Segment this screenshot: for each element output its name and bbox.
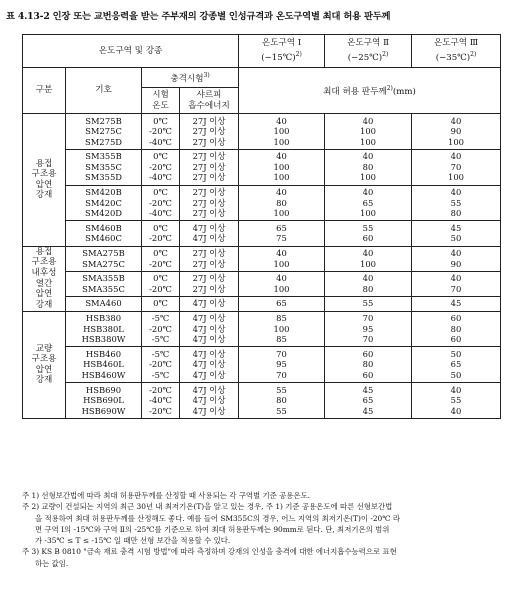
thickness-table: [22, 34, 501, 419]
zone-1-value: 95: [276, 359, 287, 370]
table-row: [23, 185, 501, 221]
zone-2-value: 40: [362, 273, 374, 284]
footnote-line: 주 1) 선형보간법에 따라 최대 허용판두께를 산정할 때 사용되는 각 구역별 기준 공용온도.: [22, 491, 311, 500]
test-temp-value: -20℃: [149, 161, 172, 172]
symbol-value: SM275D: [84, 136, 122, 147]
test-temp-value: 0℃: [153, 298, 168, 309]
test-temp-cell: [142, 114, 180, 150]
zone-1-value: 65: [276, 298, 287, 309]
test-temp-value: 0℃: [153, 151, 168, 162]
zone-2-value: 40: [362, 151, 374, 162]
energy-value: 27J 이상: [192, 283, 226, 294]
symbol-cell: [66, 185, 142, 221]
energy-cell: [180, 246, 239, 271]
table-row: [23, 383, 501, 419]
zone-1-cell: [239, 311, 325, 347]
zone-3-cell: [412, 347, 501, 383]
energy-value: 47J 이상: [192, 233, 226, 244]
zone-1-value: 80: [276, 197, 287, 208]
group-label-line: 강재: [35, 299, 53, 310]
energy-value: 47J 이상: [192, 405, 226, 416]
zone-1-name: 온도구역 Ⅰ: [261, 38, 302, 49]
test-temp-value: -20℃: [149, 359, 172, 370]
impact-test-sup: 3): [203, 72, 210, 80]
energy-value: 27J 이상: [192, 115, 226, 126]
group-label-line: 구조용: [31, 257, 57, 268]
zone-1-value: 75: [276, 233, 287, 244]
zone-2-value: 95: [362, 323, 374, 334]
zone-1-value: 65: [276, 222, 287, 233]
test-temp-value: -40℃: [149, 136, 172, 147]
symbol-value: SM420B: [85, 187, 122, 198]
zone-3-value: 45: [450, 298, 462, 309]
footnote-line: 하는 값임.: [35, 558, 69, 568]
energy-value: 47J 이상: [192, 370, 226, 381]
energy-value: 47J 이상: [192, 348, 226, 359]
zone-1-value: 40: [276, 248, 287, 259]
energy-value: 27J 이상: [192, 248, 226, 259]
group-label-line: 용접: [35, 158, 53, 169]
zone-2-value: 80: [362, 161, 374, 172]
test-temp-value: -20℃: [149, 126, 172, 137]
impact-test-label: 충격시험: [170, 73, 204, 84]
zone-1-sup: 2): [295, 51, 302, 59]
energy-header: [180, 88, 239, 114]
test-temp-value: -20℃: [149, 283, 172, 294]
zone-1-value: 70: [276, 370, 287, 381]
header-row-zones: [23, 35, 501, 68]
group-label-line: 열간: [35, 278, 53, 289]
zone-1-value: 70: [276, 348, 287, 359]
test-temp-value: 0℃: [153, 273, 168, 284]
zone-2-value: 40: [362, 248, 374, 259]
footnote-line: 을 적용하여 최대 허용판두께를 산정해도 좋다. 예를 들어 SM355C의 경우, 어느 지역의 최저기온(T)이 -20℃ 라: [35, 513, 401, 523]
symbol-cell: [66, 296, 142, 311]
symbol-cell: [66, 383, 142, 419]
symbol-cell: [66, 311, 142, 347]
symbol-value: SMA275B: [82, 248, 125, 259]
zone-1-cell: [239, 149, 325, 185]
energy-label-1: 샤르피: [196, 89, 222, 100]
test-temp-value: -40℃: [149, 395, 172, 406]
test-temp-value: -40℃: [149, 172, 172, 183]
zone-1-temp: (−15℃): [261, 52, 296, 63]
zone-2-cell: [325, 311, 412, 347]
test-temp-value: -20℃: [149, 258, 172, 269]
zone-2-cell: [325, 383, 412, 419]
test-temp-cell: [142, 296, 180, 311]
symbol-header: 기호: [66, 68, 142, 114]
energy-value: 47J 이상: [192, 384, 226, 395]
test-temp-cell: [142, 383, 180, 419]
table-row: [23, 221, 501, 246]
zone-2-value: 100: [360, 172, 377, 183]
zone-2-value: 100: [360, 136, 377, 147]
zone-3-value: 70: [450, 283, 462, 294]
zone-3-name: 온도구역 Ⅲ: [433, 38, 479, 49]
zone-1-value: 100: [273, 258, 290, 269]
energy-value: 47J 이상: [192, 298, 226, 309]
test-temp-value: -5℃: [151, 313, 170, 324]
zone-2-cell: [325, 271, 412, 296]
zone-3-value: 40: [450, 115, 462, 126]
symbol-value: HSB460W: [81, 370, 126, 381]
zone-2-cell: [325, 185, 412, 221]
zone-3-cell: [412, 114, 501, 150]
zone-2-cell: [325, 246, 412, 271]
zone-1-cell: [239, 246, 325, 271]
zone-2-value: 80: [362, 359, 374, 370]
zone-2-value: 45: [362, 384, 374, 395]
test-temp-cell: [142, 271, 180, 296]
test-temp-cell: [142, 311, 180, 347]
footnote-line: 주 2) 교량이 건설되는 지역의 최근 30년 내 최저기온(T)을 알고 있는 경우, 주 1) 기준 공용온도에 따른 선형보간법: [22, 502, 393, 512]
symbol-value: HSB460L: [83, 359, 124, 370]
footnote-line: 면 구역 Ⅰ의 -15℃와 구역 Ⅱ의 -25℃를 기준으로 하여 최대 허용판두께는 90mm로 된다. 단, 최저기온의 범위: [35, 524, 390, 534]
test-temp-value: -5℃: [151, 334, 170, 345]
symbol-value: HSB690: [85, 384, 122, 395]
energy-value: 27J 이상: [192, 151, 226, 162]
zone-3-sup: 2): [470, 51, 477, 59]
zone-2-value: 100: [360, 258, 377, 269]
zone-3-value: 60: [450, 334, 462, 345]
group-label-line: 구조용: [31, 354, 57, 365]
zone-2-value: 80: [362, 283, 374, 294]
energy-value: 27J 이상: [192, 136, 226, 147]
zone-1-value: 100: [273, 283, 290, 294]
zone-species-header: 온도구역 및 강종: [23, 35, 239, 68]
zone-1-value: 55: [276, 384, 287, 395]
energy-value: 47J 이상: [192, 334, 226, 345]
symbol-value: HSB690W: [81, 405, 126, 416]
group-label-line: 강재: [35, 190, 53, 201]
energy-value: 47J 이상: [192, 222, 226, 233]
zone-2-cell: [325, 149, 412, 185]
symbol-cell: [66, 114, 142, 150]
group-label-line: 강재: [35, 375, 53, 386]
energy-value: 47J 이상: [192, 359, 226, 370]
symbol-value: SMA355B: [82, 273, 125, 284]
test-temp-label-2: 온도: [152, 100, 169, 111]
zone-2-value: 40: [362, 187, 374, 198]
zone-3-value: 55: [450, 395, 462, 406]
footnotes: [22, 490, 500, 569]
zone-2-temp: (−25℃): [347, 52, 383, 63]
symbol-cell: [66, 149, 142, 185]
test-temp-value: -5℃: [151, 348, 170, 359]
zone-2-value: 45: [362, 405, 374, 416]
zone-1-value: 40: [276, 115, 287, 126]
test-temp-value: -20℃: [149, 384, 172, 395]
zone-1-value: 40: [276, 273, 287, 284]
symbol-value: SM355B: [85, 151, 122, 162]
zone-3-value: 80: [450, 323, 462, 334]
test-temp-value: -20℃: [149, 233, 172, 244]
test-temp-value: 0℃: [153, 187, 168, 198]
zone-3-header: [412, 35, 501, 68]
zone-2-sup: 2): [382, 51, 389, 59]
zone-2-value: 100: [360, 208, 377, 219]
zone-3-value: 45: [450, 222, 462, 233]
max-thickness-label: 최대 허용 판두께: [323, 86, 387, 97]
table-row: [23, 311, 501, 347]
zone-3-value: 40: [450, 384, 462, 395]
symbol-value: HSB460: [85, 348, 122, 359]
max-thickness-unit: (mm): [392, 86, 416, 97]
energy-value: 47J 이상: [192, 323, 226, 334]
test-temp-value: -20℃: [149, 405, 172, 416]
max-thickness-header: [239, 68, 501, 114]
zone-1-value: 100: [273, 208, 290, 219]
zone-1-value: 85: [276, 313, 287, 324]
test-temp-value: 0℃: [153, 248, 168, 259]
impact-test-header: [142, 68, 239, 88]
energy-cell: [180, 347, 239, 383]
test-temp-cell: [142, 185, 180, 221]
zone-3-value: 40: [450, 187, 462, 198]
symbol-cell: [66, 221, 142, 246]
test-temp-cell: [142, 347, 180, 383]
zone-1-value: 55: [276, 405, 287, 416]
zone-3-value: 55: [450, 197, 462, 208]
symbol-cell: [66, 271, 142, 296]
zone-1-cell: [239, 271, 325, 296]
symbol-value: SM460B: [85, 222, 122, 233]
test-temp-value: -5℃: [151, 370, 170, 381]
table-title: 표 4.13-2 인장 또는 교번응력을 받는 주부재의 강종별 인성규격과 온도구역별 최대 허용 판두께: [6, 11, 391, 22]
symbol-value: HSB380L: [83, 323, 124, 334]
zone-2-value: 60: [362, 348, 374, 359]
class-header: 구분: [23, 68, 66, 114]
zone-1-value: 100: [273, 323, 290, 334]
energy-value: 47J 이상: [192, 395, 226, 406]
zone-2-value: 55: [362, 222, 374, 233]
group-label-line: 압연: [35, 179, 53, 190]
symbol-value: SMA355C: [82, 283, 125, 294]
zone-1-cell: [239, 347, 325, 383]
zone-2-value: 60: [362, 233, 374, 244]
zone-3-cell: [412, 246, 501, 271]
energy-cell: [180, 383, 239, 419]
symbol-value: SM355D: [84, 172, 122, 183]
table-row: [23, 149, 501, 185]
zone-3-value: 40: [450, 405, 462, 416]
zone-3-value: 60: [450, 313, 462, 324]
energy-value: 27J 이상: [192, 187, 226, 198]
zone-3-value: 70: [450, 161, 462, 172]
group-label-line: 압연: [35, 289, 53, 300]
zone-3-cell: [412, 383, 501, 419]
table-row: [23, 296, 501, 311]
zone-2-value: 65: [362, 197, 374, 208]
energy-cell: [180, 311, 239, 347]
symbol-value: HSB380W: [81, 334, 126, 345]
max-thickness-sup: 2): [386, 85, 393, 93]
energy-cell: [180, 149, 239, 185]
energy-cell: [180, 271, 239, 296]
footnote-line: 주 3) KS B 0810 "금속 재료 충격 시험 방법"에 따라 측정하며 강재의 인성을 충격에 대한 에너지흡수능력으로 표현: [22, 547, 397, 557]
zone-1-value: 100: [273, 172, 290, 183]
test-temp-value: -20℃: [149, 197, 172, 208]
symbol-cell: [66, 246, 142, 271]
zone-3-cell: [412, 149, 501, 185]
test-temp-value: 0℃: [153, 222, 168, 233]
zone-1-cell: [239, 221, 325, 246]
energy-value: 27J 이상: [192, 126, 226, 137]
footnote-line: 가 -35℃ ≤ T ≤ -15℃ 일 때만 선형 보간을 적용할 수 있다.: [35, 536, 231, 546]
zone-1-value: 85: [276, 334, 287, 345]
test-temp-value: -40℃: [149, 208, 172, 219]
group-label-line: 압연: [35, 364, 53, 375]
zone-1-cell: [239, 383, 325, 419]
symbol-value: SMA460: [85, 298, 122, 309]
group-label: [23, 246, 66, 311]
table-row: [23, 114, 501, 150]
symbol-value: SM275B: [85, 115, 122, 126]
symbol-value: SM420C: [85, 197, 122, 208]
zone-3-value: 90: [450, 258, 462, 269]
zone-1-cell: [239, 114, 325, 150]
zone-3-value: 80: [450, 208, 462, 219]
zone-1-value: 40: [276, 187, 287, 198]
zone-3-value: 65: [450, 359, 462, 370]
group-label-line: 용접: [35, 246, 53, 257]
zone-2-value: 55: [362, 298, 374, 309]
zone-1-value: 40: [276, 151, 287, 162]
zone-3-value: 100: [448, 172, 465, 183]
zone-3-cell: [412, 311, 501, 347]
zone-2-value: 60: [362, 370, 374, 381]
energy-value: 47J 이상: [192, 313, 226, 324]
group-label: [23, 114, 66, 247]
energy-cell: [180, 296, 239, 311]
zone-3-cell: [412, 185, 501, 221]
symbol-value: SM460C: [85, 233, 122, 244]
symbol-cell: [66, 347, 142, 383]
test-temp-cell: [142, 221, 180, 246]
zone-3-value: 40: [450, 151, 462, 162]
zone-2-header: [325, 35, 412, 68]
group-label-line: 교량: [35, 343, 53, 354]
zone-3-value: 50: [450, 370, 462, 381]
zone-3-cell: [412, 296, 501, 311]
zone-2-value: 70: [362, 313, 374, 324]
zone-1-cell: [239, 185, 325, 221]
zone-1-value: 100: [273, 126, 290, 137]
zone-2-cell: [325, 221, 412, 246]
zone-3-value: 100: [448, 136, 465, 147]
zone-1-value: 100: [273, 136, 290, 147]
zone-2-value: 40: [362, 115, 374, 126]
symbol-value: SM275C: [85, 126, 122, 137]
symbol-value: SM420D: [84, 208, 122, 219]
energy-value: 27J 이상: [192, 273, 226, 284]
zone-2-cell: [325, 296, 412, 311]
zone-3-value: 90: [450, 126, 462, 137]
table-row: [23, 347, 501, 383]
energy-cell: [180, 114, 239, 150]
group-label-line: 구조용: [31, 169, 57, 180]
zone-3-value: 40: [450, 248, 462, 259]
zone-3-temp: (−35℃): [435, 52, 471, 63]
test-temp-cell: [142, 246, 180, 271]
table-row: [23, 246, 501, 271]
zone-2-cell: [325, 114, 412, 150]
symbol-value: HSB380: [85, 313, 122, 324]
zone-2-name: 온도구역 Ⅱ: [347, 38, 389, 49]
zone-1-value: 80: [276, 395, 287, 406]
energy-cell: [180, 185, 239, 221]
test-temp-value: 0℃: [153, 115, 168, 126]
symbol-value: HSB690L: [83, 395, 124, 406]
zone-2-value: 65: [362, 395, 374, 406]
test-temp-value: -20℃: [149, 323, 172, 334]
energy-value: 27J 이상: [192, 172, 226, 183]
symbol-value: SMA275C: [82, 258, 125, 269]
header-row-impact: [23, 68, 501, 88]
energy-label-2: 흡수에너지: [188, 100, 230, 111]
zone-3-cell: [412, 271, 501, 296]
test-temp-label-1: 시험: [152, 89, 169, 100]
zone-1-cell: [239, 296, 325, 311]
zone-3-value: 50: [450, 348, 462, 359]
table-row: [23, 271, 501, 296]
test-temp-cell: [142, 149, 180, 185]
zone-1-value: 100: [273, 161, 290, 172]
energy-value: 27J 이상: [192, 258, 226, 269]
group-label: [23, 311, 66, 418]
energy-cell: [180, 221, 239, 246]
zone-3-value: 40: [450, 273, 462, 284]
zone-3-cell: [412, 221, 501, 246]
test-temp-header: [142, 88, 180, 114]
energy-value: 27J 이상: [192, 197, 226, 208]
group-label-line: 내후성: [31, 267, 57, 278]
energy-value: 27J 이상: [192, 161, 226, 172]
energy-value: 27J 이상: [192, 208, 226, 219]
zone-3-value: 50: [450, 233, 462, 244]
zone-2-cell: [325, 347, 412, 383]
zone-2-value: 100: [360, 126, 377, 137]
symbol-value: SM355C: [85, 161, 122, 172]
zone-2-value: 70: [362, 334, 374, 345]
zone-1-header: [239, 35, 325, 68]
